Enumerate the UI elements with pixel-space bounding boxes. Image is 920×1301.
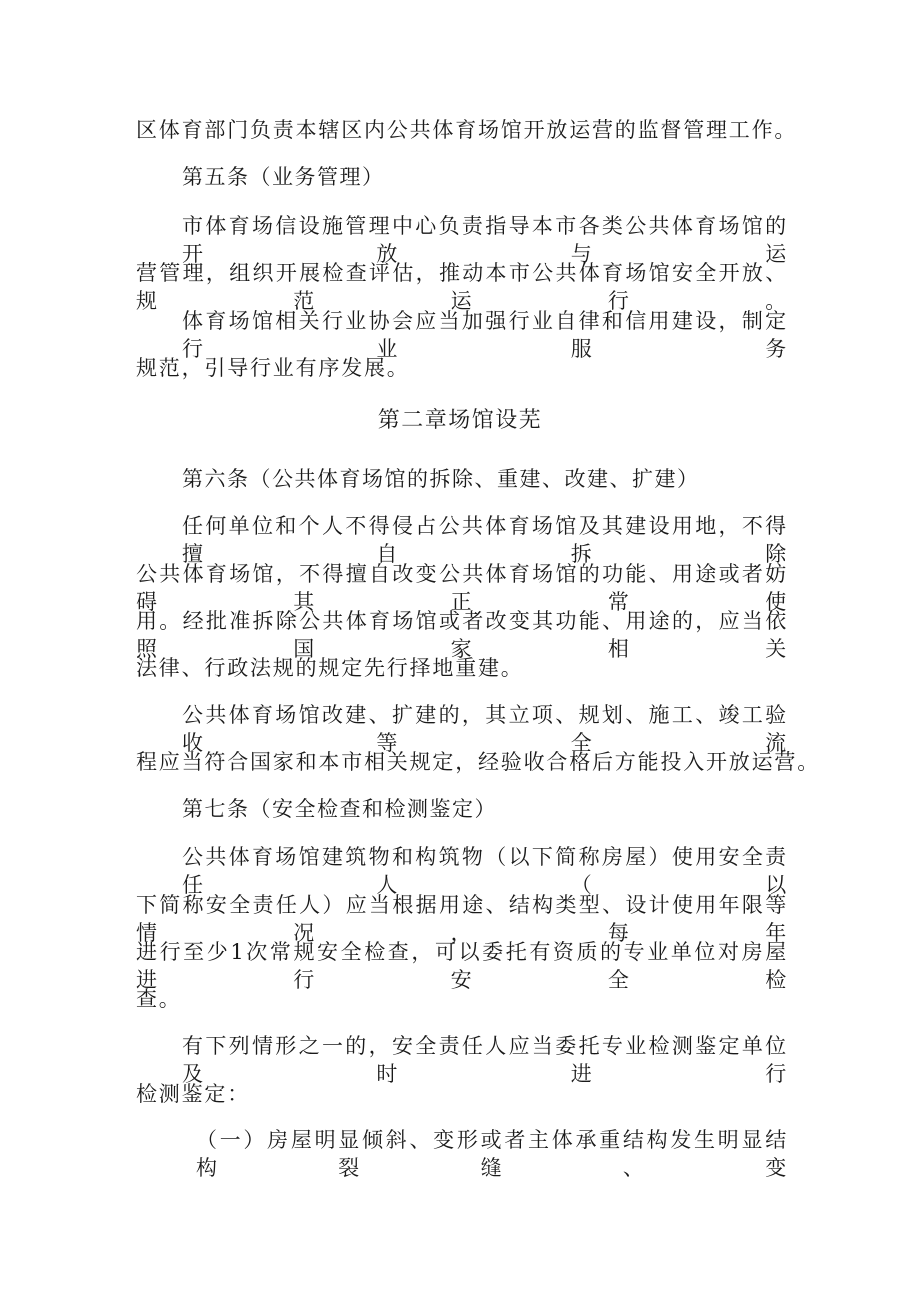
paragraph-line: 任何单位和个人不得侵占公共体育场馆及其建设用地，不得擅自拆除: [182, 514, 788, 566]
list-item-line: （一）房屋明显倾斜、变形或者主体承重结构发生明显结构裂缝、变: [196, 1128, 788, 1180]
paragraph-line: 法律、行政法规的规定先行择地重建。: [136, 656, 524, 680]
paragraph-line: 下简称安全责任人）应当根据用途、结构类型、设计使用年限等情况，每年: [136, 893, 788, 945]
article-heading-7: 第七条（安全检查和检测鉴定）: [182, 797, 497, 821]
paragraph-line: 公共体育场馆改建、扩建的，其立项、规划、施工、竣工验收等全流: [182, 703, 788, 755]
paragraph-line: 有下列情形之一的，安全责任人应当委托专业检测鉴定单位及时进行: [182, 1034, 788, 1086]
paragraph-line: 体育场馆相关行业协会应当加强行业自律和信用建设，制定行业服务: [182, 309, 788, 361]
paragraph-line: 营管理，组织开展检查评估，推动本市公共体育场馆安全开放、规范运行。: [136, 261, 788, 313]
chapter-title: 第二章场馆设芜: [377, 408, 543, 433]
article-heading-6: 第六条（公共体育场馆的拆除、重建、改建、扩建）: [182, 467, 700, 491]
paragraph-line: 用。经批准拆除公共体育场馆或者改变其功能、用途的，应当依照国家相关: [136, 609, 788, 661]
paragraph-line: 公共体育场馆建筑物和构筑物（以下简称房屋）使用安全责任人（以: [182, 845, 788, 897]
paragraph-line: 进行至少1次常规安全检查，可以委托有资质的专业单位对房屋进行安全检: [136, 940, 788, 992]
article-heading-5: 第五条（业务管理）: [182, 165, 385, 189]
paragraph-line: 程应当符合国家和本市相关规定，经验收合格后方能投入开放运营。: [136, 750, 820, 774]
paragraph-line: 市体育场信设施管理中心负责指导本市各类公共体育场馆的开放与运: [182, 214, 788, 266]
paragraph-line: 查。: [136, 987, 182, 1011]
paragraph-line: 公共体育场馆，不得擅自改变公共体育场馆的功能、用途或者妨碍其正常使: [136, 562, 788, 614]
paragraph-line: 区体育部门负责本辖区内公共体育场馆开放运营的监督管理工作。: [136, 118, 798, 142]
paragraph-line: 检测鉴定：: [136, 1082, 250, 1106]
paragraph-line: 规范，引导行业有序发展。: [136, 356, 410, 380]
